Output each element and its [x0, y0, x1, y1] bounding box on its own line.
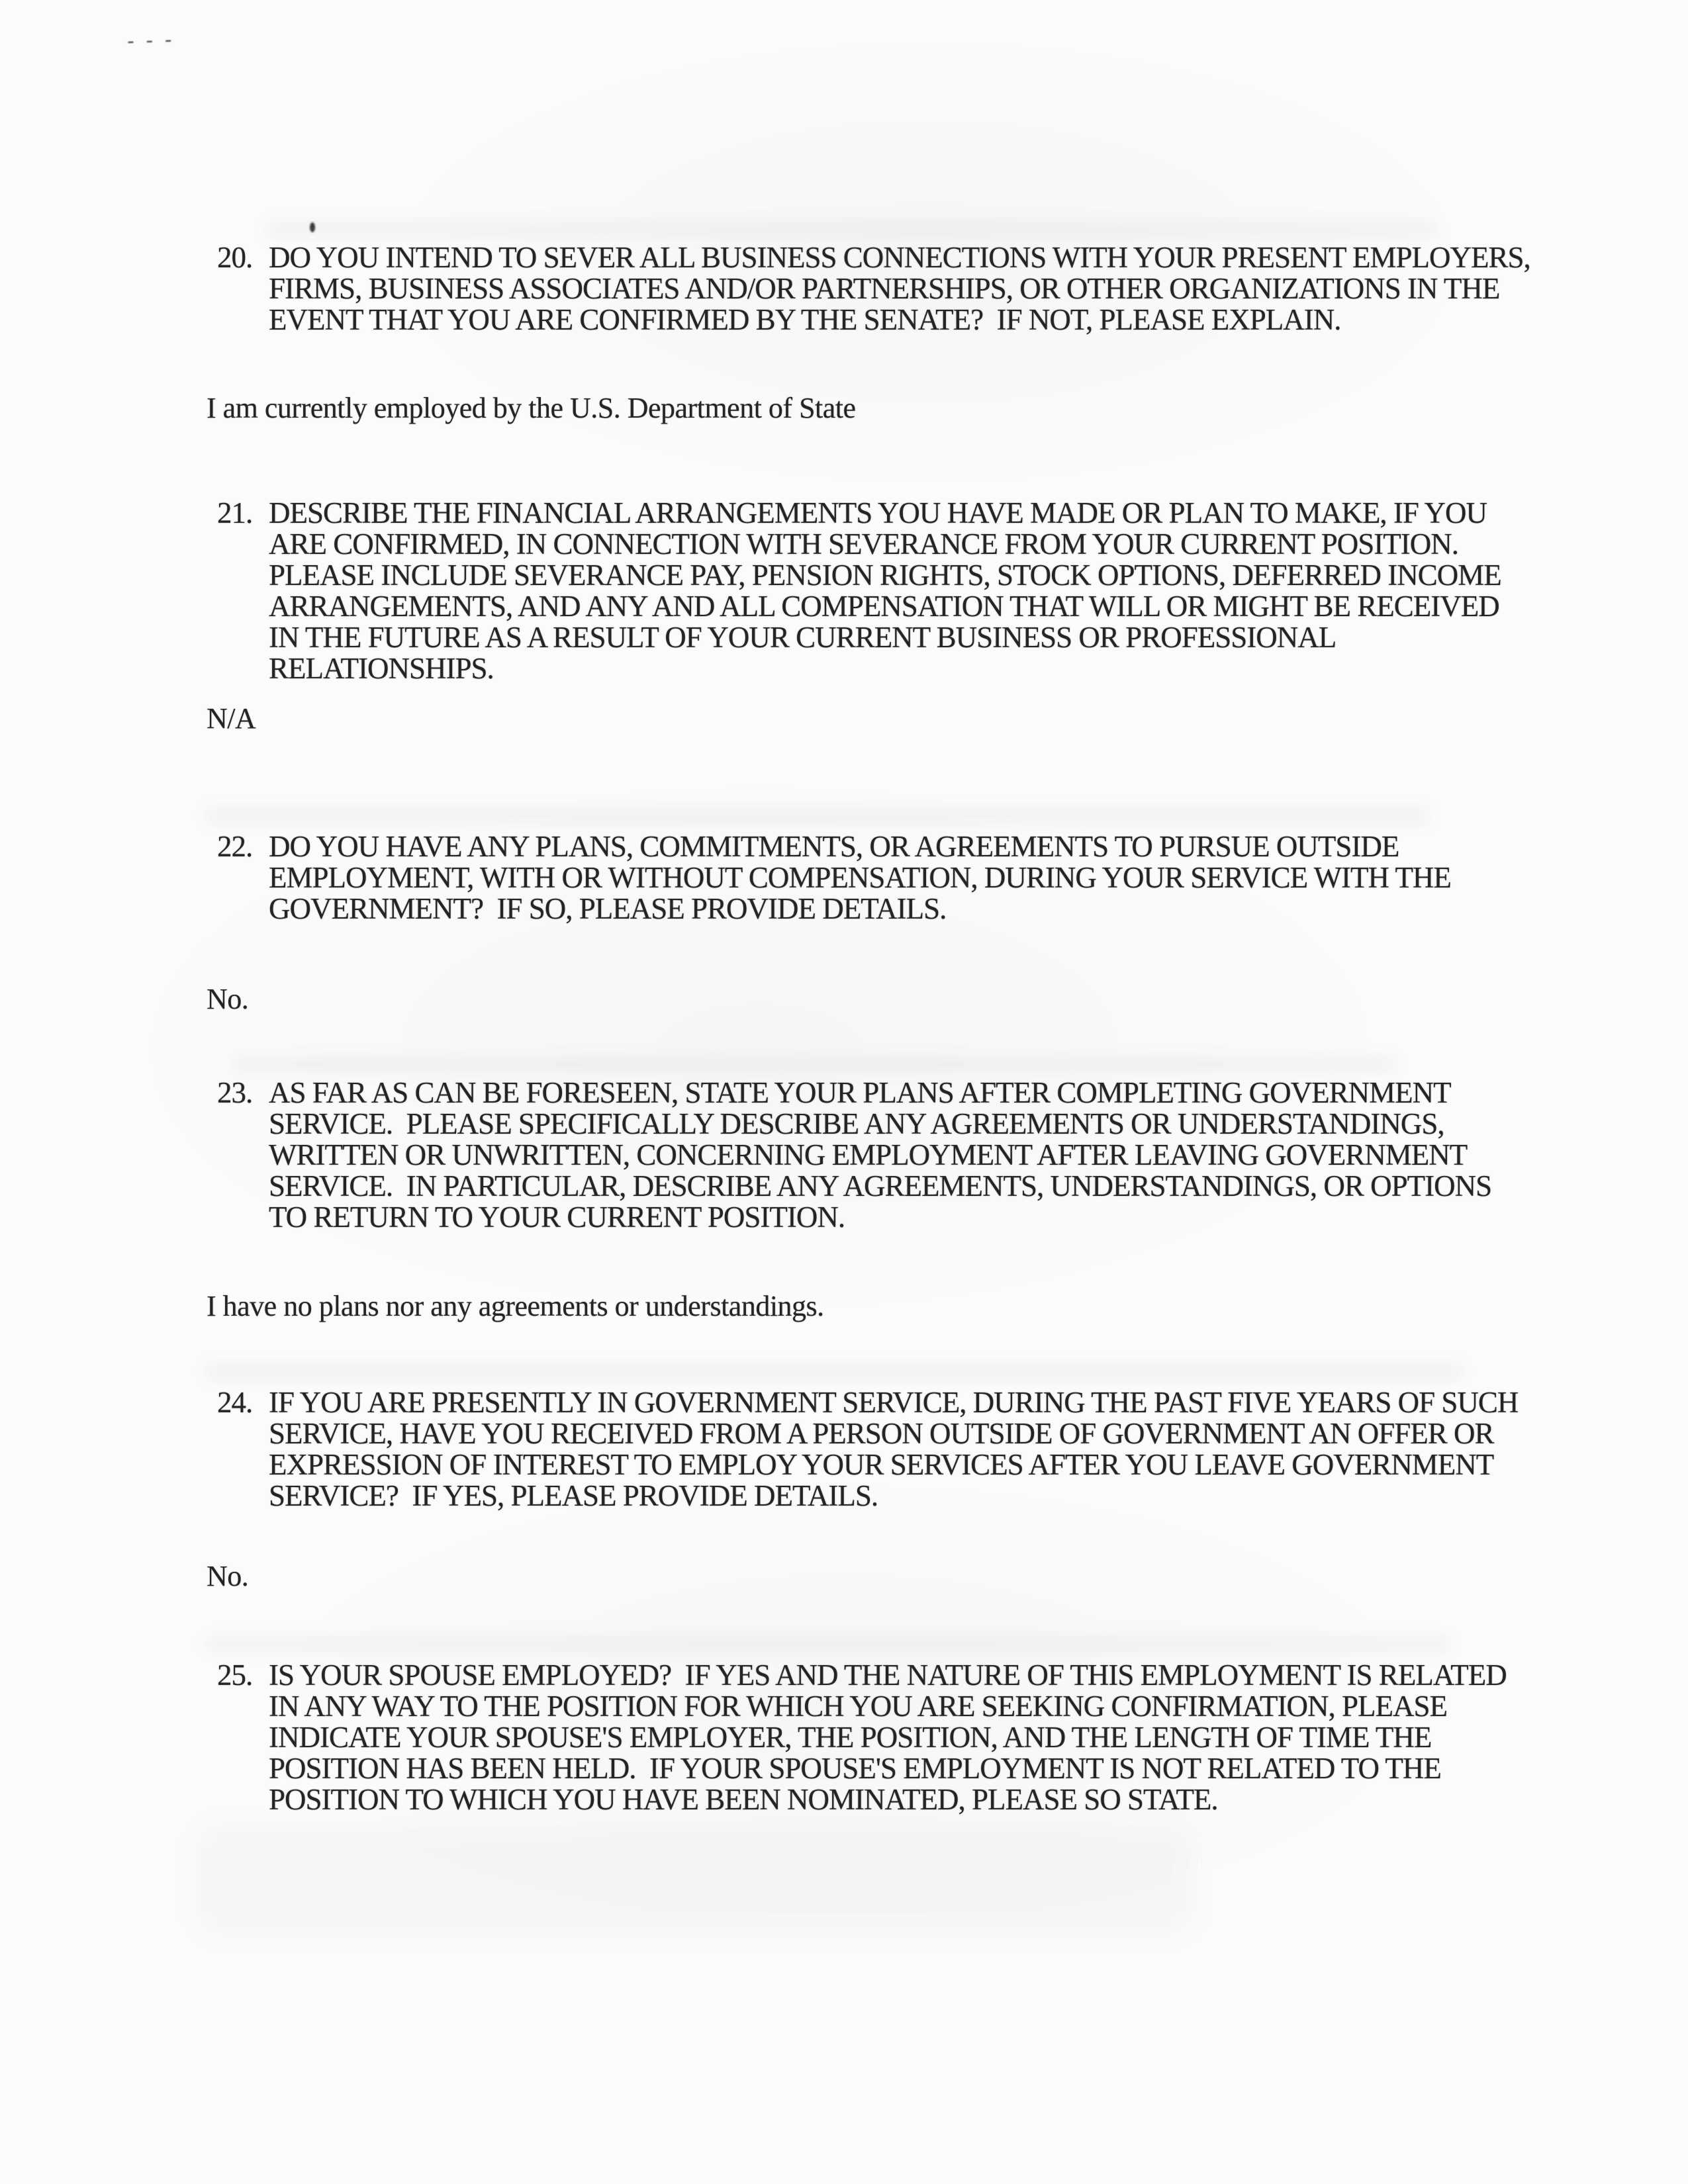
question-24-line-4: SERVICE? IF YES, PLEASE PROVIDE DETAILS.	[269, 1479, 878, 1512]
scan-smudge	[205, 1363, 1463, 1381]
question-25-line-1: IS YOUR SPOUSE EMPLOYED? IF YES AND THE NATURE OF THIS EMPLOYMENT IS RELATED	[269, 1659, 1507, 1692]
question-22-line-3: GOVERNMENT? IF SO, PLEASE PROVIDE DETAILS.	[269, 892, 947, 925]
answer-21: N/A	[207, 702, 256, 735]
question-23	[217, 1077, 1491, 1233]
scan-smudge	[199, 1827, 1192, 1933]
question-25-line-2: IN ANY WAY TO THE POSITION FOR WHICH YOU ARE SEEKING CONFIRMATION, PLEASE	[269, 1690, 1448, 1723]
question-22-line-2: EMPLOYMENT, WITH OR WITHOUT COMPENSATION, DURING YOUR SERVICE WITH THE	[269, 861, 1451, 894]
question-22-line-1: DO YOU HAVE ANY PLANS, COMMITMENTS, OR AGREEMENTS TO PURSUE OUTSIDE	[269, 830, 1399, 863]
scan-smudge	[265, 221, 1436, 237]
question-24	[217, 1387, 1518, 1512]
question-21-line-1: DESCRIBE THE FINANCIAL ARRANGEMENTS YOU HAVE MADE OR PLAN TO MAKE, IF YOU	[269, 496, 1487, 529]
question-22-text	[269, 831, 1451, 925]
question-20-line-3: EVENT THAT YOU ARE CONFIRMED BY THE SENATE? IF NOT, PLEASE EXPLAIN.	[269, 303, 1341, 336]
question-23-text	[269, 1077, 1491, 1233]
question-22-number: 22.	[217, 830, 253, 863]
question-21	[217, 498, 1501, 684]
question-21-line-5: IN THE FUTURE AS A RESULT OF YOUR CURRENT BUSINESS OR PROFESSIONAL	[269, 621, 1336, 654]
question-25-line-3: INDICATE YOUR SPOUSE'S EMPLOYER, THE POSITION, AND THE LENGTH OF TIME THE	[269, 1721, 1432, 1754]
answer-24: No.	[207, 1560, 249, 1592]
question-23-line-2: SERVICE. PLEASE SPECIFICALLY DESCRIBE ANY AGREEMENTS OR UNDERSTANDINGS,	[269, 1107, 1444, 1140]
question-20	[217, 242, 1530, 336]
question-24-line-3: EXPRESSION OF INTEREST TO EMPLOY YOUR SERVICES AFTER YOU LEAVE GOVERNMENT	[269, 1448, 1494, 1481]
question-24-text	[269, 1387, 1518, 1512]
question-23-line-5: TO RETURN TO YOUR CURRENT POSITION.	[269, 1201, 845, 1234]
question-25-text	[269, 1660, 1507, 1815]
question-21-number: 21.	[217, 496, 253, 529]
question-23-line-3: WRITTEN OR UNWRITTEN, CONCERNING EMPLOYMENT AFTER LEAVING GOVERNMENT	[269, 1138, 1468, 1171]
pencil-mark: - - -	[126, 28, 175, 54]
question-20-text	[269, 242, 1530, 336]
scan-smudge	[232, 1056, 1397, 1072]
question-24-number: 24.	[217, 1386, 253, 1419]
question-23-line-1: AS FAR AS CAN BE FORESEEN, STATE YOUR PLANS AFTER COMPLETING GOVERNMENT	[269, 1076, 1451, 1109]
question-21-line-6: RELATIONSHIPS.	[269, 652, 494, 685]
question-23-line-4: SERVICE. IN PARTICULAR, DESCRIBE ANY AGREEMENTS, UNDERSTANDINGS, OR OPTIONS	[269, 1169, 1492, 1203]
question-20-line-1: DO YOU INTEND TO SEVER ALL BUSINESS CONNECTIONS WITH YOUR PRESENT EMPLOYERS,	[269, 241, 1530, 274]
question-24-line-1: IF YOU ARE PRESENTLY IN GOVERNMENT SERVICE, DURING THE PAST FIVE YEARS OF SUCH	[269, 1386, 1519, 1419]
question-25-number: 25.	[217, 1659, 253, 1692]
answer-23: I have no plans nor any agreements or understandings.	[207, 1290, 824, 1322]
question-21-text	[269, 498, 1501, 684]
answer-20: I am currently employed by the U.S. Department of State	[207, 392, 856, 424]
question-20-number: 20.	[217, 241, 253, 274]
question-23-number: 23.	[217, 1076, 253, 1109]
question-21-line-3: PLEASE INCLUDE SEVERANCE PAY, PENSION RIGHTS, STOCK OPTIONS, DEFERRED INCOME	[269, 559, 1501, 592]
scan-smudge	[205, 1636, 1450, 1652]
question-20-line-2: FIRMS, BUSINESS ASSOCIATES AND/OR PARTNERSHIPS, OR OTHER ORGANIZATIONS IN THE	[269, 272, 1500, 305]
question-25-line-4: POSITION HAS BEEN HELD. IF YOUR SPOUSE'S EMPLOYMENT IS NOT RELATED TO THE	[269, 1752, 1441, 1785]
scan-smudge	[205, 807, 1430, 825]
question-21-line-2: ARE CONFIRMED, IN CONNECTION WITH SEVERANCE FROM YOUR CURRENT POSITION.	[269, 527, 1458, 561]
answer-22: No.	[207, 983, 249, 1015]
question-25	[217, 1660, 1507, 1815]
question-25-line-5: POSITION TO WHICH YOU HAVE BEEN NOMINATED, PLEASE SO STATE.	[269, 1783, 1218, 1816]
question-21-line-4: ARRANGEMENTS, AND ANY AND ALL COMPENSATION THAT WILL OR MIGHT BE RECEIVED	[269, 590, 1499, 623]
question-22	[217, 831, 1451, 925]
question-24-line-2: SERVICE, HAVE YOU RECEIVED FROM A PERSON OUTSIDE OF GOVERNMENT AN OFFER OR	[269, 1417, 1494, 1450]
